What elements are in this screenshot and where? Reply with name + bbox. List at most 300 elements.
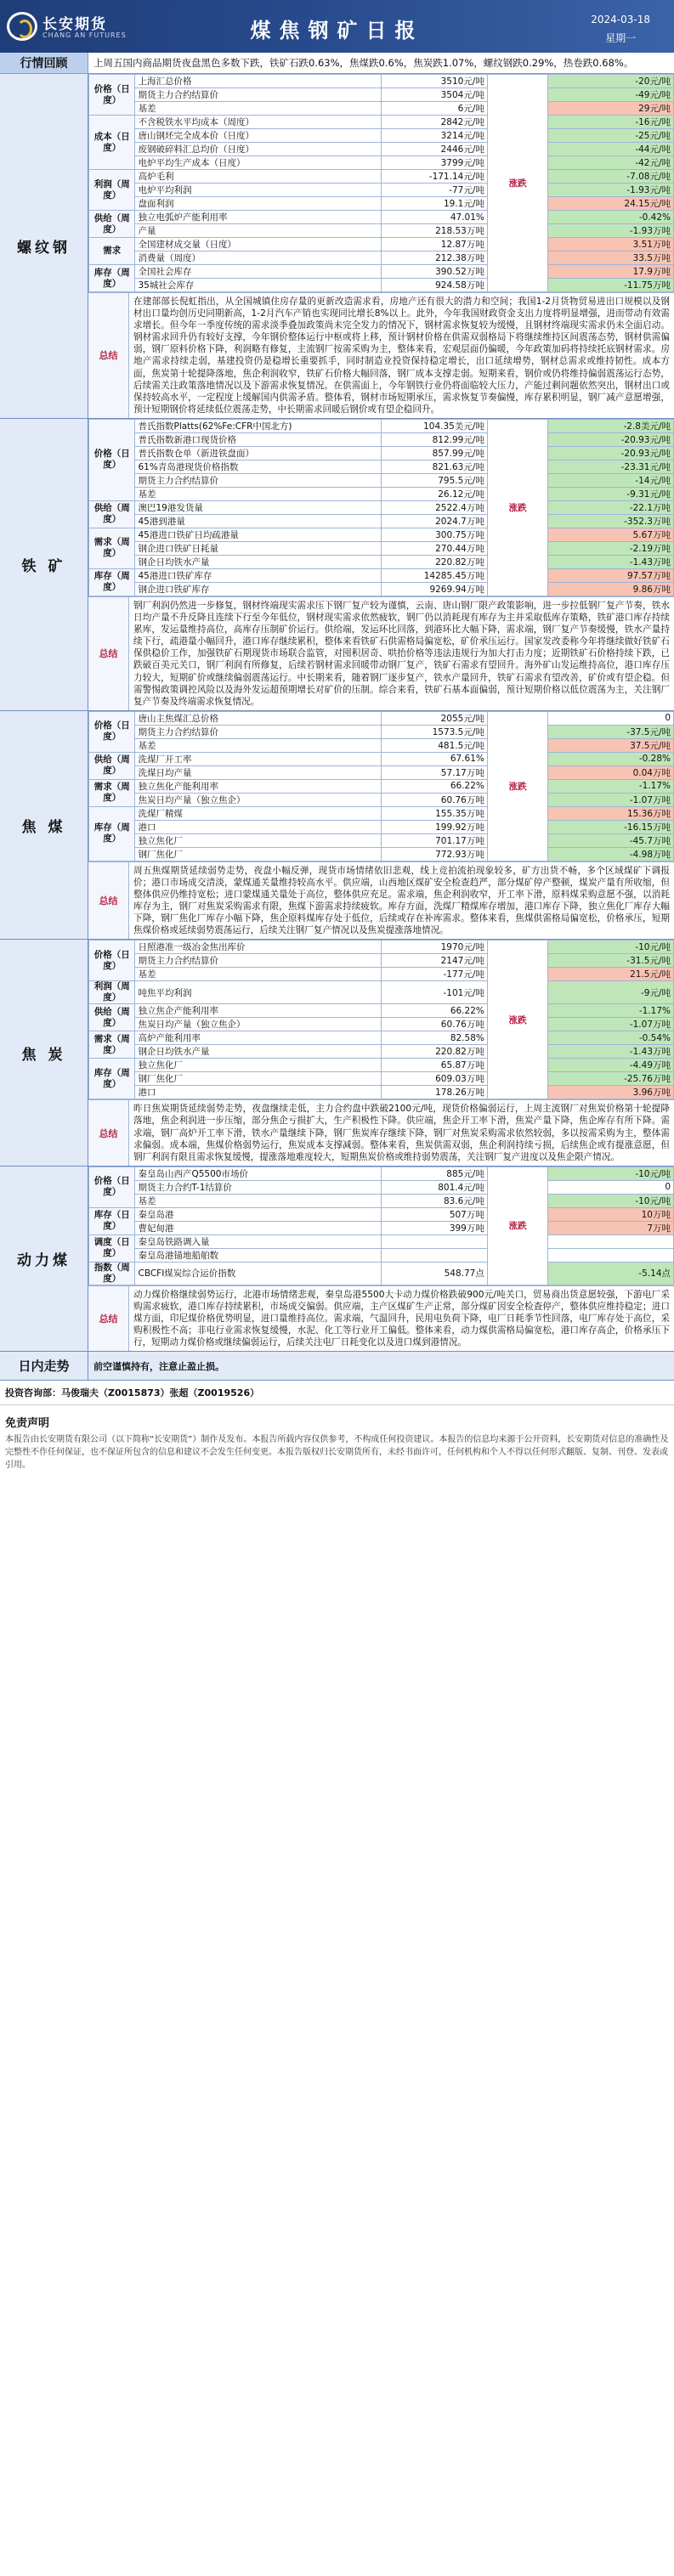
indicator-name: 焦炭日均产量（独立焦企） — [135, 793, 382, 806]
indicator-name: 产量 — [135, 224, 382, 238]
indicator-value: 6元/吨 — [381, 102, 487, 116]
group-cell: 价格（日度） — [89, 75, 135, 116]
change-value: -10元/吨 — [548, 941, 674, 954]
indicator-value: 3214元/吨 — [381, 129, 487, 143]
table-row — [89, 514, 674, 528]
market-review — [0, 53, 674, 74]
summary-block — [88, 1285, 674, 1351]
section-body — [88, 419, 674, 710]
indicator-name: 钢企进口铁矿日耗量 — [135, 541, 382, 555]
indicator-name: 高炉毛利 — [135, 170, 382, 184]
table-row — [89, 473, 674, 487]
indicator-name: 基差 — [135, 968, 382, 981]
indicator-value: 83.6元/吨 — [381, 1194, 487, 1207]
change-value: -37.5元/吨 — [548, 725, 674, 738]
indicator-value: 772.93万吨 — [381, 847, 487, 861]
indicator-name: 普氏指数新港口现货价格 — [135, 432, 382, 446]
logo-cn: 长安期货 — [42, 16, 107, 33]
indicator-name: 基差 — [135, 102, 382, 116]
change-value: -10元/吨 — [548, 1167, 674, 1180]
indicator-value: 82.58% — [381, 1031, 487, 1045]
table-row — [89, 88, 674, 102]
indicator-name: 吨焦平均利润 — [135, 981, 382, 1004]
section-body — [88, 711, 674, 940]
section — [0, 74, 674, 419]
indicator-name: 独立电弧炉产能利用率 — [135, 211, 382, 224]
table-row — [89, 941, 674, 954]
group-cell: 库存（日度） — [89, 1207, 135, 1234]
table-row — [89, 156, 674, 170]
table-row — [89, 806, 674, 820]
table-row — [89, 711, 674, 725]
indicator-name: 秦皇岛山西产Q5500市场价 — [135, 1167, 382, 1180]
table-row — [89, 1180, 674, 1194]
change-value: -9元/吨 — [548, 981, 674, 1004]
indicator-value: 701.17万吨 — [381, 833, 487, 847]
change-value: 37.5元/吨 — [548, 738, 674, 752]
indicator-name: 全国建材成交量（日度） — [135, 238, 382, 251]
indicator-name: 独立焦企产能利用率 — [135, 1004, 382, 1018]
table-row — [89, 1086, 674, 1099]
summary-text: 在建部部长倪虹指出，从全国城镇住房存量的更新改造需求看，房地产还有很大的潜力和空间；我国1-2月货物贸易进出口规模以及钢材出口量均创历史同期新高，1-2月汽车产销也实现同比增长8%以上。此外，今年我国财政资金支出力度将明显增强，进而带动有效需求增长。但今年一季度传统的需求淡季叠加政策尚未完全发力的情况下，钢材需求恢复较为缓慢，且钢材终端现实需求仍未全面启动。钢材需求回升仍有较好支撑，今年钢价整体运行中枢或将上移，预计钢材价格在供需双弱格局下将继续维持区间震荡态势，钢材供需偏弱，钢厂原料价格下降，利润略有修复，主流钢厂按需采购为主，整体来看，宏观层面仍偏暖，今年政策加码将持续托底钢材需求。房地产需求持续走弱，基建投资仍是稳增长重要抓手，同时制造业投资保持稳定增长，出口延续增势，钢材总需求或维持韧性。成本方面，焦炭第十轮提降落地，焦企利润收窄，铁矿石价格大幅回落，钢厂成本支撑走弱。短期来看，钢价或仍将维持偏弱震荡运行态势，后续需关注政策落地情况以及下游需求恢复情况。在供需面上，今年钢铁行业仍将面临较大压力，产能过剩问题依然突出，钢材出口或保持较高水平，一定程度上缓解国内供需矛盾。整体看，钢材市场短期承压，需求恢复节奏偏慢，库存累积明显，钢厂减产意愿增强，预计短期钢价将延续低位震荡走势，中长期需求回暖后钢价或有望企稳回升。 — [133, 297, 670, 415]
indicator-value: 47.01% — [381, 211, 487, 224]
group-cell: 价格（日度） — [89, 711, 135, 752]
section — [0, 419, 674, 711]
indicator-value: 548.77点 — [381, 1262, 487, 1285]
indicator-value: 795.5元/吨 — [381, 473, 487, 487]
change-value: 5.67万吨 — [548, 528, 674, 541]
change-value: 0.04万吨 — [548, 765, 674, 779]
report-date — [591, 10, 650, 48]
table-row — [89, 238, 674, 251]
indicator-value: -77元/吨 — [381, 184, 487, 197]
change-value: -1.07万吨 — [548, 793, 674, 806]
summary-block — [88, 596, 674, 710]
change-value: 10万吨 — [548, 1207, 674, 1221]
table-row — [89, 184, 674, 197]
change-value — [548, 1234, 674, 1248]
indicator-name: 期货主力合约结算价 — [135, 88, 382, 102]
indicator-name: 全国社会库存 — [135, 265, 382, 279]
table-row — [89, 1004, 674, 1018]
indicator-value: 300.75万吨 — [381, 528, 487, 541]
indicator-value: 507万吨 — [381, 1207, 487, 1221]
table-row — [89, 833, 674, 847]
indicator-name: 期货主力合约结算价 — [135, 954, 382, 968]
indicator-name: 基差 — [135, 1194, 382, 1207]
table-row — [89, 1221, 674, 1234]
trend-label: 涨跌 — [487, 1167, 548, 1285]
change-value: -2.8美元/吨 — [548, 419, 674, 432]
change-value: -5.14点 — [548, 1262, 674, 1285]
intraday-label: 日内走势 — [0, 1352, 88, 1380]
indicator-value: -177元/吨 — [381, 968, 487, 981]
table-row — [89, 582, 674, 596]
indicator-name: 独立焦化厂 — [135, 833, 382, 847]
group-cell: 供给（周度） — [89, 752, 135, 779]
trend-label: 涨跌 — [487, 711, 548, 861]
indicator-value: 220.82万吨 — [381, 1045, 487, 1059]
date-text: 2024-03-18 — [591, 14, 650, 25]
change-value: -16.15万吨 — [548, 820, 674, 833]
indicator-name: 洗煤日均产量 — [135, 765, 382, 779]
table-row — [89, 1194, 674, 1207]
summary-label: 总结 — [88, 1100, 129, 1165]
change-value: -45.7万吨 — [548, 833, 674, 847]
indicator-value: 2024.7万吨 — [381, 514, 487, 528]
change-value: -42元/吨 — [548, 156, 674, 170]
indicator-name: 期货主力合约结算价 — [135, 473, 382, 487]
indicator-value: 65.87万吨 — [381, 1059, 487, 1072]
indicator-value — [381, 1234, 487, 1248]
report-title: 煤焦钢矿日报 — [250, 18, 424, 42]
table-row — [89, 847, 674, 861]
table-row — [89, 541, 674, 555]
change-value: 0 — [548, 711, 674, 725]
change-value: 3.51万吨 — [548, 238, 674, 251]
table-row — [89, 487, 674, 500]
table-row — [89, 419, 674, 432]
indicator-name: 61%青岛港现货价格指数 — [135, 460, 382, 473]
group-cell: 利润（周度） — [89, 170, 135, 211]
group-cell: 库存（周度） — [89, 806, 135, 861]
change-value: -4.98万吨 — [548, 847, 674, 861]
indicator-name: 洗煤厂精煤 — [135, 806, 382, 820]
table-row — [89, 197, 674, 211]
indicator-value: 66.22% — [381, 1004, 487, 1018]
summary-label: 总结 — [88, 862, 129, 940]
disclaimer-text: 本报告由长安期货有限公司（以下简称“长安期货”）制作及发布。本报告所载内容仅供参考，不构成任何投资建议。本报告的信息均来源于公开资料，长安期货对信息的准确性及完整性不作任何保证，也不保证所包含的信息和建议不会发生任何变更。本报告版权归长安期货所有，未经书面许可，任何机构和个人不得以任何形式翻版、复制、刊登、发表或引用。 — [5, 1435, 669, 1471]
change-value: 3.96万吨 — [548, 1086, 674, 1099]
review-text: 上周五国内商品期货夜盘黑色多数下跌，铁矿石跌0.63%，焦煤跌0.6%，焦炭跌1.07%，螺纹钢跌0.29%，热卷跌0.68%。 — [88, 53, 674, 73]
table-row — [89, 1207, 674, 1221]
change-value: 9.86万吨 — [548, 582, 674, 596]
table-row — [89, 793, 674, 806]
group-cell: 需求（周度） — [89, 779, 135, 806]
indicator-name: 钢厂焦化厂 — [135, 1072, 382, 1086]
table-row — [89, 129, 674, 143]
change-value: -23.31元/吨 — [548, 460, 674, 473]
indicator-name: 废钢破碎料汇总均价（日度） — [135, 143, 382, 156]
group-cell: 指数（周度） — [89, 1262, 135, 1285]
indicator-value: 481.5元/吨 — [381, 738, 487, 752]
sections-container — [0, 74, 674, 1352]
indicator-value: 66.22% — [381, 779, 487, 793]
change-value: -1.93元/吨 — [548, 184, 674, 197]
table-row — [89, 968, 674, 981]
change-value: -1.43万吨 — [548, 1045, 674, 1059]
group-cell: 利润（周度） — [89, 981, 135, 1004]
indicator-value: 60.76万吨 — [381, 1018, 487, 1031]
indicator-value: 2055元/吨 — [381, 711, 487, 725]
change-value: -20.93元/吨 — [548, 432, 674, 446]
table-row — [89, 1031, 674, 1045]
change-value: -1.17% — [548, 779, 674, 793]
analyst-info: 投资咨询部：马俊瑞夫（Z0015873）张超（Z0019526） — [0, 1381, 674, 1405]
group-cell: 需求 — [89, 238, 135, 265]
change-value: -16元/吨 — [548, 116, 674, 129]
summary-label: 总结 — [88, 597, 129, 710]
summary-label: 总结 — [88, 1286, 129, 1351]
table-row — [89, 75, 674, 88]
indicator-name: 45港进口铁矿库存 — [135, 568, 382, 582]
indicator-name: 不含税铁水平均成本（周度） — [135, 116, 382, 129]
table-row — [89, 279, 674, 292]
indicator-value: -101元/吨 — [381, 981, 487, 1004]
table-row — [89, 170, 674, 184]
group-cell: 库存（周度） — [89, 265, 135, 292]
indicator-value: 3799元/吨 — [381, 156, 487, 170]
indicator-name: 基差 — [135, 487, 382, 500]
group-cell: 供给（周度） — [89, 500, 135, 528]
change-value: -0.28% — [548, 752, 674, 765]
change-value: -20元/吨 — [548, 75, 674, 88]
indicator-value: 199.92万吨 — [381, 820, 487, 833]
change-value: -25元/吨 — [548, 129, 674, 143]
indicator-value: 821.63元/吨 — [381, 460, 487, 473]
intraday-text: 前空谨慎持有，注意止盈止损。 — [93, 1360, 224, 1372]
indicator-value: 19.1元/吨 — [381, 197, 487, 211]
indicator-name: 盘面利润 — [135, 197, 382, 211]
table-row — [89, 738, 674, 752]
change-value: 97.57万吨 — [548, 568, 674, 582]
indicator-name: 上海汇总价格 — [135, 75, 382, 88]
indicator-value: 857.99元/吨 — [381, 446, 487, 460]
indicator-name: 日照港准一级冶金焦出库价 — [135, 941, 382, 954]
indicator-name: 45港进口铁矿日均疏港量 — [135, 528, 382, 541]
disclaimer-title: 免责声明 — [5, 1417, 50, 1431]
indicator-name: 期货主力合约结算价 — [135, 725, 382, 738]
table-row — [89, 446, 674, 460]
indicator-value: 3504元/吨 — [381, 88, 487, 102]
group-cell: 供给（周度） — [89, 211, 135, 238]
table-row — [89, 224, 674, 238]
indicator-value — [381, 1248, 487, 1262]
indicator-value: 12.87万吨 — [381, 238, 487, 251]
summary-block — [88, 1099, 674, 1165]
trend-label: 涨跌 — [487, 941, 548, 1099]
indicator-value: 60.76万吨 — [381, 793, 487, 806]
table-row — [89, 251, 674, 265]
indicator-value: 2842元/吨 — [381, 116, 487, 129]
group-cell: 需求（周度） — [89, 528, 135, 568]
table-row — [89, 820, 674, 833]
change-value — [548, 1248, 674, 1262]
change-value: -1.43万吨 — [548, 555, 674, 568]
group-cell: 调度（日度） — [89, 1234, 135, 1262]
indicator-value: 924.58万吨 — [381, 279, 487, 292]
summary-block — [88, 861, 674, 940]
table-row — [89, 1234, 674, 1248]
change-value: -0.54% — [548, 1031, 674, 1045]
summary-text: 周五焦煤期货延续弱势走势，夜盘小幅反弹，现货市场情绪依旧悲观，线上竞拍流拍现象较多，矿方出货不畅，多个区域煤矿下调报价；港口市场成交清淡，蒙煤通关量维持较高水平。供应端，山西地区煤矿安全检查趋严，部分煤矿停产整顿，煤炭产量有所收缩，但整体供应仍维持宽松；进口蒙煤通关量处于高位，整体供应充足。需求端，焦企利润收窄，开工率下滑，原料煤采购意愿不强，以消耗库存为主，钢厂对焦炭采购需求有限，焦煤下游需求持续疲软。库存方面，洗煤厂精煤库存增加，港口库存下降，独立焦化厂库存大幅下降，钢厂焦化厂库存小幅下降，焦企原料煤库存处于低位，后续或存在补库需求。整体来看，焦煤供需格局偏宽松，价格承压，短期焦煤价格或延续弱势震荡运行，后续关注钢厂复产情况以及焦炭提涨落地情况。 — [133, 865, 670, 936]
indicator-value: 104.35美元/吨 — [381, 419, 487, 432]
change-value: -0.42% — [548, 211, 674, 224]
indicator-name: 高炉产能利用率 — [135, 1031, 382, 1045]
group-cell: 价格（日度） — [89, 419, 135, 500]
indicator-name: 港口 — [135, 1086, 382, 1099]
section-body — [88, 1167, 674, 1351]
indicator-name: 唐山钢坯完全成本价（日度） — [135, 129, 382, 143]
section-label: 螺纹钢 — [0, 74, 88, 418]
change-value: -49元/吨 — [548, 88, 674, 102]
indicator-table — [88, 1167, 674, 1285]
indicator-name: 秦皇岛港锚地船舶数 — [135, 1248, 382, 1262]
group-cell: 库存（周度） — [89, 1059, 135, 1099]
summary-text: 钢厂利润仍然进一步修复，钢材终端现实需求压下钢厂复产较为谨慎，云南、唐山钢厂限产政策影响，进一步拉低钢厂复产节奏，铁水日均产量不升反降且连续下行至今年低位，钢材现实需求依然疲软，钢厂仍以消耗现有库存为主并采取低库存策略，铁矿港口库存持续累库，发运量维持高位，高库存压制矿价运行。供给端，发运环比回落，到港环比大幅下降，需求端，钢厂复产节奏缓慢，铁水产量持续下行，疏港量小幅回升，港口库存继续累积，整体来看铁矿石供需格局偏宽松，矿价承压运行。国家发改委称今年将继续做好铁矿石保供稳价工作，加强铁矿石期现货市场联合监管，对囤积居奇、哄抬价格等违法违规行为加大打击力度；近期铁矿石价格持续下跌，已跌破百美元关口，钢厂利润有所修复，后续若钢材需求回暖带动钢厂复产，铁矿石需求有望回升。海外矿山发运维持高位，港口库存压力较大，短期矿价或继续偏弱震荡运行。中长期来看，随着钢厂逐步复产，铁水产量回升，铁矿石需求有望改善，矿价或有望企稳。但需警惕政策调控风险以及海外发运超预期增长对矿价的压制。综合来看，铁矿石基本面偏弱，预计短期价格以低位震荡为主，关注钢厂复产节奏及终端需求恢复情况。 — [133, 600, 670, 707]
change-value: 24.15元/吨 — [548, 197, 674, 211]
table-row — [89, 1059, 674, 1072]
group-cell: 价格（日度） — [89, 1167, 135, 1207]
indicator-value: 801.4元/吨 — [381, 1180, 487, 1194]
table-row — [89, 1262, 674, 1285]
table-row — [89, 1167, 674, 1180]
indicator-table — [88, 940, 674, 1099]
indicator-name: 普氏指数仓单（新进铁盘面） — [135, 446, 382, 460]
table-row — [89, 954, 674, 968]
change-value: -14元/吨 — [548, 473, 674, 487]
intraday-trend — [0, 1352, 674, 1381]
indicator-name: 曹妃甸港 — [135, 1221, 382, 1234]
indicator-value: 390.52万吨 — [381, 265, 487, 279]
table-row — [89, 981, 674, 1004]
summary-label: 总结 — [88, 293, 129, 418]
indicator-value: 57.17万吨 — [381, 765, 487, 779]
change-value: -10元/吨 — [548, 1194, 674, 1207]
summary-block — [88, 292, 674, 418]
report-header — [0, 0, 674, 53]
group-cell: 成本（日度） — [89, 116, 135, 170]
section-label: 焦 煤 — [0, 711, 88, 940]
indicator-value: 14285.45万吨 — [381, 568, 487, 582]
summary-text: 昨日焦炭期货延续弱势走势，夜盘继续走低，主力合约盘中跌破2100元/吨，现货价格偏弱运行，上周主流钢厂对焦炭价格第十轮提降落地，焦企利润进一步压缩，部分焦企亏损扩大，生产积极性下降。供应端，焦企开工率下滑，焦炭产量下降，焦企库存有所下降。需求端，钢厂高炉开工率下滑，铁水产量继续下降，钢厂焦炭库存继续下降，钢厂对焦炭采购需求依然较弱，多以按需采购为主，整体需求偏弱。成本端，焦煤价格弱势运行，焦炭成本支撑减弱。整体来看，焦炭供需双弱，焦企利润持续亏损，后续焦企或有提涨意愿，但钢厂利润有限且需求恢复缓慢，提涨落地难度较大，短期焦炭价格或维持弱势震荡，关注钢厂复产进度以及焦企限产情况。 — [133, 1104, 670, 1162]
weekday-text: 星期一 — [605, 32, 637, 44]
change-value: -44元/吨 — [548, 143, 674, 156]
table-row — [89, 102, 674, 116]
table-row — [89, 555, 674, 568]
logo-en: CHANG AN FUTURES — [42, 31, 127, 39]
indicator-name: 澳巴19港发货量 — [135, 500, 382, 514]
indicator-value: 9269.94万吨 — [381, 582, 487, 596]
indicator-name: 秦皇岛铁路调入量 — [135, 1234, 382, 1248]
table-row — [89, 265, 674, 279]
table-row — [89, 752, 674, 765]
indicator-name: 焦炭日均产量（独立焦企） — [135, 1018, 382, 1031]
indicator-name: 电炉平均利润 — [135, 184, 382, 197]
change-value: -4.49万吨 — [548, 1059, 674, 1072]
indicator-value: 399万吨 — [381, 1221, 487, 1234]
indicator-name: 钢企日均铁水产量 — [135, 555, 382, 568]
table-row — [89, 1072, 674, 1086]
indicator-value: 218.53万吨 — [381, 224, 487, 238]
indicator-name: 独立焦化厂 — [135, 1059, 382, 1072]
change-value: 0 — [548, 1180, 674, 1194]
change-value: -1.93万吨 — [548, 224, 674, 238]
table-row — [89, 765, 674, 779]
section-label: 动力煤 — [0, 1167, 88, 1351]
indicator-value: 3510元/吨 — [381, 75, 487, 88]
table-row — [89, 500, 674, 514]
section-label: 焦 炭 — [0, 940, 88, 1165]
change-value: 29元/吨 — [548, 102, 674, 116]
table-row — [89, 725, 674, 738]
change-value: -1.17% — [548, 1004, 674, 1018]
indicator-value: 26.12元/吨 — [381, 487, 487, 500]
indicator-name: 钢厂焦化厂 — [135, 847, 382, 861]
group-cell: 供给（周度） — [89, 1004, 135, 1031]
indicator-name: 期货主力合约T-1结算价 — [135, 1180, 382, 1194]
indicator-name: 钢企进口铁矿库存 — [135, 582, 382, 596]
change-value: -7.08元/吨 — [548, 170, 674, 184]
change-value: -1.07万吨 — [548, 1018, 674, 1031]
indicator-name: CBCFI煤炭综合运价指数 — [135, 1262, 382, 1285]
change-value: -2.19万吨 — [548, 541, 674, 555]
table-row — [89, 116, 674, 129]
change-value: 33.5万吨 — [548, 251, 674, 265]
table-row — [89, 460, 674, 473]
review-label: 行情回顾 — [0, 53, 88, 73]
group-cell: 需求（周度） — [89, 1031, 135, 1059]
indicator-value: 178.26万吨 — [381, 1086, 487, 1099]
indicator-name: 独立焦化产能利用率 — [135, 779, 382, 793]
indicator-name: 唐山主焦煤汇总价格 — [135, 711, 382, 725]
indicator-name: 钢企日均铁水产量 — [135, 1045, 382, 1059]
indicator-name: 35城社会库存 — [135, 279, 382, 292]
change-value: -11.75万吨 — [548, 279, 674, 292]
indicator-name: 普氏指数Platts(62%Fe:CFR中国北方) — [135, 419, 382, 432]
group-cell: 库存（周度） — [89, 568, 135, 596]
table-row — [89, 143, 674, 156]
section-label: 铁 矿 — [0, 419, 88, 710]
indicator-value: 220.82万吨 — [381, 555, 487, 568]
change-value: -352.3万吨 — [548, 514, 674, 528]
change-value: -20.93元/吨 — [548, 446, 674, 460]
table-row — [89, 528, 674, 541]
trend-label: 涨跌 — [487, 75, 548, 292]
change-value: -9.31元/吨 — [548, 487, 674, 500]
indicator-name: 秦皇岛港 — [135, 1207, 382, 1221]
table-row — [89, 432, 674, 446]
table-row — [89, 1018, 674, 1031]
change-value: 15.36万吨 — [548, 806, 674, 820]
indicator-table — [88, 419, 674, 596]
table-row — [89, 1248, 674, 1262]
section — [0, 940, 674, 1166]
indicator-table — [88, 74, 674, 292]
indicator-value: 2522.4万吨 — [381, 500, 487, 514]
indicator-value: 812.99元/吨 — [381, 432, 487, 446]
indicator-value: 2147元/吨 — [381, 954, 487, 968]
section-body — [88, 940, 674, 1165]
change-value: 21.5元/吨 — [548, 968, 674, 981]
indicator-name: 45港到港量 — [135, 514, 382, 528]
change-value: -31.5元/吨 — [548, 954, 674, 968]
change-value: 17.9万吨 — [548, 265, 674, 279]
indicator-name: 港口 — [135, 820, 382, 833]
summary-text: 动力煤价格继续弱势运行，北港市场情绪悲观，秦皇岛港5500大卡动力煤价格跌破900元/吨关口，贸易商出货意愿较强，下游电厂采购需求疲软，港口库存持续累积，市场成交偏弱。供应端，主产区煤矿生产正常，部分煤矿因安全检查停产，整体供应维持稳定；进口煤方面，印尼煤价格优势明显，进口量维持高位。需求端，气温回升，民用电负荷下降，电厂日耗季节性回落，电厂库存处于高位，采购积极性不高；非电行业需求恢复缓慢，水泥、化工等行业开工偏低。整体来看，动力煤供需格局偏宽松，港口库存高企，价格承压下行，短期动力煤价格或继续偏弱运行，后续关注电厂日耗变化以及进口煤到港情况。 — [133, 1289, 670, 1348]
group-cell: 价格（日度） — [89, 941, 135, 981]
indicator-value: 1573.5元/吨 — [381, 725, 487, 738]
section — [0, 1167, 674, 1352]
indicator-name: 洗煤厂开工率 — [135, 752, 382, 765]
indicator-value: 2446元/吨 — [381, 143, 487, 156]
indicator-value: -171.14元/吨 — [381, 170, 487, 184]
indicator-value: 67.61% — [381, 752, 487, 765]
indicator-value: 1970元/吨 — [381, 941, 487, 954]
indicator-value: 212.38万吨 — [381, 251, 487, 265]
indicator-value: 885元/吨 — [381, 1167, 487, 1180]
section — [0, 711, 674, 941]
